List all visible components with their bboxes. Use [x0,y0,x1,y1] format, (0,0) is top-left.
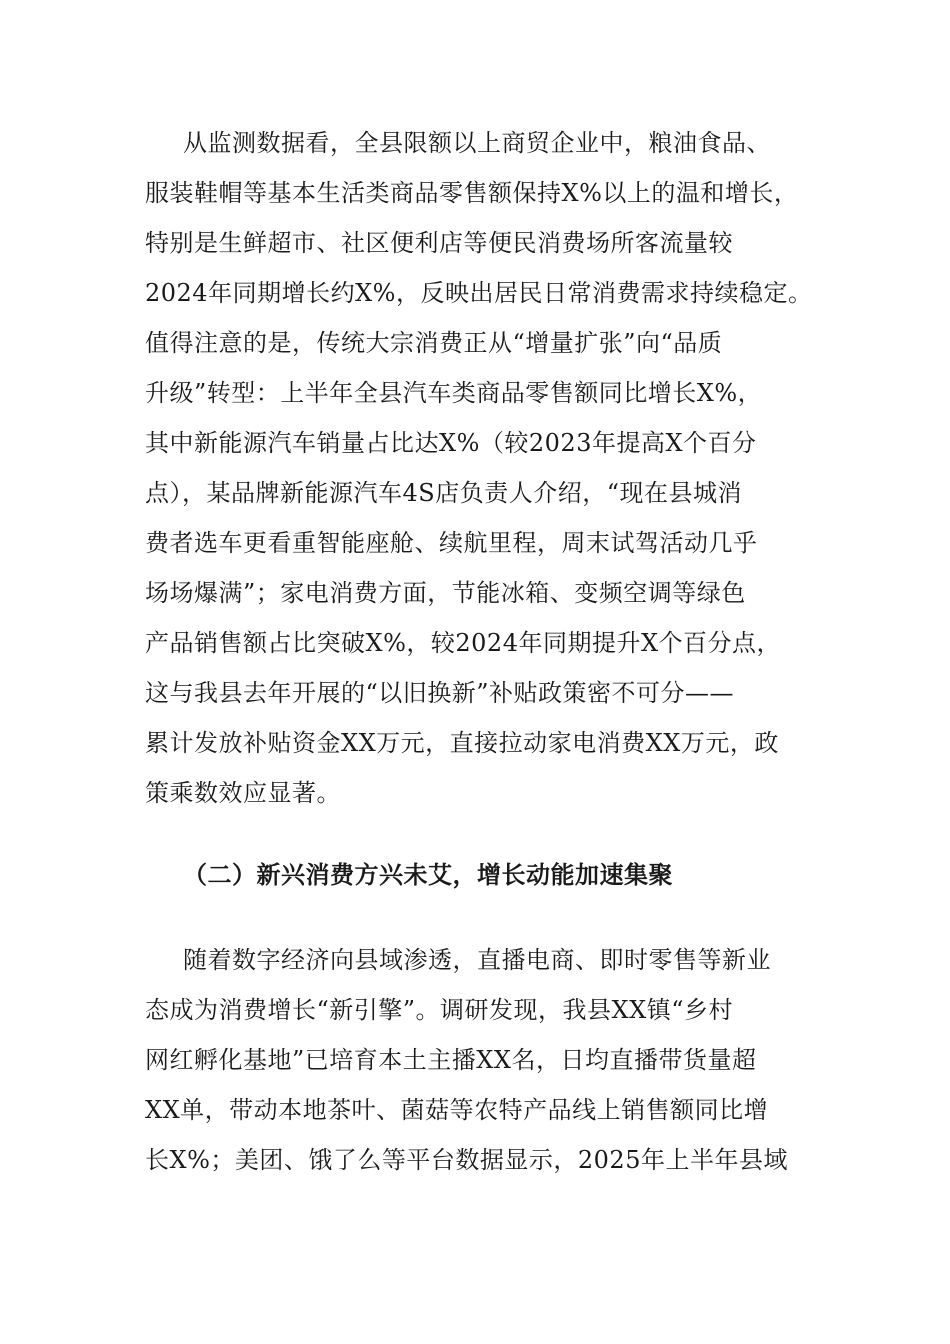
paragraph-line: 态成为消费增长“新引擎”。调研发现，我县XX镇“乡村 [145,996,733,1024]
paragraph-line: 这与我县去年开展的“以旧换新”补贴政策密不可分—— [145,679,735,707]
paragraph-line: 长X%；美团、饿了么等平台数据显示，2025年上半年县域 [145,1146,788,1174]
paragraph-line: 网红孵化基地”已培育本土主播XX名，日均直播带货量超 [145,1046,757,1074]
paragraph-line: 场场爆满”；家电消费方面，节能冰箱、变频空调等绿色 [145,579,746,607]
paragraph-line: 策乘数效应显著。 [145,779,341,807]
paragraph-line: 2024年同期增长约X%，反映出居民日常消费需求持续稳定。 [145,279,813,307]
paragraph-line: 值得注意的是，传统大宗消费正从“增量扩张”向“品质 [145,329,723,357]
paragraph-line: 随着数字经济向县域渗透，直播电商、即时零售等新业 [183,946,771,974]
section-heading: （二）新兴消费方兴未艾，增长动能加速集聚 [183,860,673,889]
paragraph-line: 点），某品牌新能源汽车4S店负责人介绍，“现在县城消 [145,479,742,507]
paragraph-line: 累计发放补贴资金XX万元，直接拉动家电消费XX万元，政 [145,729,779,757]
paragraph-line: 特别是生鲜超市、社区便利店等便民消费场所客流量较 [145,229,733,257]
paragraph-line: 服装鞋帽等基本生活类商品零售额保持X%以上的温和增长， [145,179,799,207]
paragraph-line: 升级”转型：上半年全县汽车类商品零售额同比增长X%， [145,379,763,407]
paragraph-line: 从监测数据看，全县限额以上商贸企业中，粮油食品、 [183,129,771,157]
paragraph-line: 其中新能源汽车销量占比达X%（较2023年提高X个百分 [145,429,757,457]
paragraph-line: 产品销售额占比突破X%，较2024年同期提升X个百分点， [145,629,782,657]
paragraph-line: XX单，带动本地茶叶、菌菇等农特产品线上销售额同比增 [145,1096,769,1124]
paragraph-line: 费者选车更看重智能座舱、续航里程，周末试驾活动几乎 [145,529,758,557]
